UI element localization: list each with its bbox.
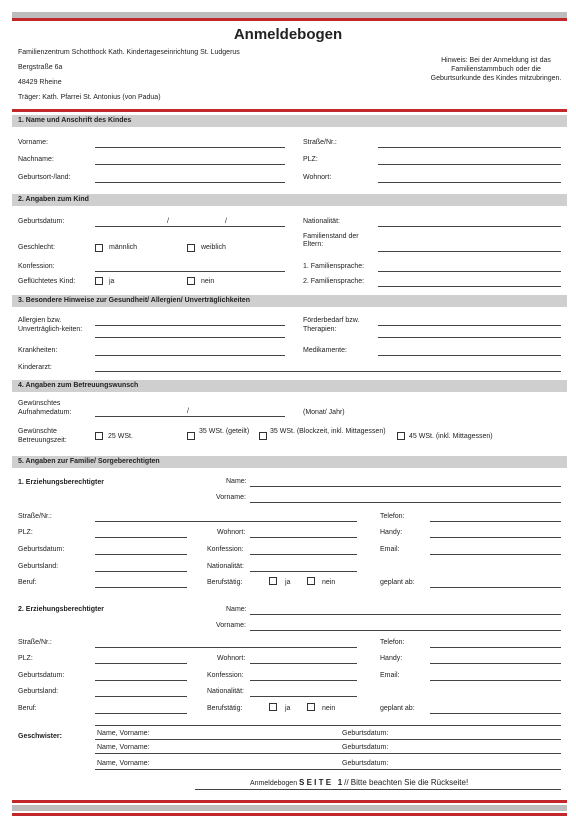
section-3-title: 3. Besondere Hinweise zur Gesundheit/ Allergien/ Unverträglichkeiten xyxy=(18,297,250,304)
label-geburtsort: Geburtsort-/land: xyxy=(18,174,71,181)
eb1-label-geburtsland: Geburtsland: xyxy=(18,563,59,570)
eb2-label-name: Name: xyxy=(226,606,247,613)
geschwister-1-line[interactable] xyxy=(95,739,561,740)
geschwister-1-label-name: Name, Vorname: xyxy=(97,730,150,737)
org-traeger: Träger: Kath. Pfarrei St. Antonius (von Padua) xyxy=(18,94,161,101)
eb1-label-wohnort: Wohnort: xyxy=(217,529,246,536)
org-street: Bergstraße 6a xyxy=(18,64,63,71)
eb1-label-vorname: Vorname: xyxy=(216,494,246,501)
eb1-field-geplant[interactable] xyxy=(430,587,561,588)
field-aufnahmedatum[interactable] xyxy=(95,416,285,417)
eb1-heading: 1. Erziehungsberechtigter xyxy=(18,479,104,486)
eb1-field-nationalitaet[interactable] xyxy=(250,571,357,572)
date-slash-2: / xyxy=(225,218,227,225)
section-2-header xyxy=(12,194,567,206)
eb2-label-telefon: Telefon: xyxy=(380,639,405,646)
label-strasse: Straße/Nr.: xyxy=(303,139,337,146)
eb2-field-vorname[interactable] xyxy=(250,630,561,631)
field-krankheiten[interactable] xyxy=(95,355,285,356)
field-vorname[interactable] xyxy=(95,147,285,148)
eb2-field-geplant[interactable] xyxy=(430,713,561,714)
eb2-field-wohnort[interactable] xyxy=(250,663,357,664)
eb1-label-handy: Handy: xyxy=(380,529,403,536)
eb2-label-plz: PLZ: xyxy=(18,655,33,662)
label-sprache2: 2. Familiensprache: xyxy=(303,278,365,285)
bottom-red-bar xyxy=(12,800,567,803)
header-red-bar xyxy=(12,109,567,112)
geschwister-3-label-gebdatum: Geburtsdatum: xyxy=(342,760,389,767)
label-kinderarzt: Kinderarzt: xyxy=(18,364,52,371)
checkbox-25wst[interactable] xyxy=(95,432,103,440)
label-35wst-geteilt: 35 WSt. (geteilt) xyxy=(199,428,250,435)
eb2-field-nationalitaet[interactable] xyxy=(250,696,357,697)
label-medikamente: Medikamente: xyxy=(303,347,347,354)
eb2-heading: 2. Erziehungsberechtigter xyxy=(18,606,104,613)
geschwister-2-line[interactable] xyxy=(95,753,561,754)
section-1-title: 1. Name und Anschrift des Kindes xyxy=(18,117,132,124)
eb2-field-plz[interactable] xyxy=(95,663,187,664)
checkbox-maennlich[interactable] xyxy=(95,244,103,252)
section-5-title: 5. Angaben zur Familie/ Sorgeberechtigten xyxy=(18,458,160,465)
label-ja: ja xyxy=(109,278,115,285)
eb2-field-name[interactable] xyxy=(250,614,561,615)
field-allergien-1[interactable] xyxy=(95,325,285,326)
label-geburtsdatum: Geburtsdatum: xyxy=(18,218,65,225)
eb2-label-geplant: geplant ab: xyxy=(380,705,415,712)
page-title: Anmeldebogen xyxy=(233,26,343,43)
label-familienstand: Familienstand der Eltern: xyxy=(303,233,359,248)
footer-seite: S E I T E 1 xyxy=(299,778,343,787)
eb2-label-ja: ja xyxy=(285,705,291,712)
geschwister-1-label-gebdatum: Geburtsdatum: xyxy=(342,730,389,737)
eb2-field-telefon[interactable] xyxy=(430,647,561,648)
checkbox-35wst-geteilt[interactable] xyxy=(187,432,195,440)
eb2-field-email[interactable] xyxy=(430,680,561,681)
eb1-field-email[interactable] xyxy=(430,554,561,555)
label-sprache1: 1. Familiensprache: xyxy=(303,263,365,270)
section-4-header xyxy=(12,380,567,392)
footer-suffix: // Bitte beachten Sie die Rückseite! xyxy=(344,778,469,787)
checkbox-45wst[interactable] xyxy=(397,432,405,440)
label-vorname: Vorname: xyxy=(18,139,48,146)
eb1-label-geburtsdatum: Geburtsdatum: xyxy=(18,546,65,553)
geschwister-top-line xyxy=(95,725,561,726)
eb2-label-konfession: Konfession: xyxy=(207,672,244,679)
eb2-label-email: Email: xyxy=(380,672,400,679)
field-geburtsdatum[interactable] xyxy=(95,226,285,227)
section-4-title: 4. Angaben zum Betreuungswunsch xyxy=(18,382,139,389)
field-medikamente[interactable] xyxy=(378,355,561,356)
field-kinderarzt[interactable] xyxy=(95,371,561,372)
geschwister-heading: Geschwister: xyxy=(18,733,62,740)
eb1-label-plz: PLZ: xyxy=(18,529,33,536)
label-nachname: Nachname: xyxy=(18,156,54,163)
eb1-field-handy[interactable] xyxy=(430,537,561,538)
label-35wst-block: 35 WSt. (Blockzeit, inkl. Mittagessen) xyxy=(270,428,386,435)
label-nein: nein xyxy=(201,278,215,285)
eb1-label-nationalitaet: Nationalität: xyxy=(207,563,244,570)
checkbox-weiblich[interactable] xyxy=(187,244,195,252)
eb2-label-nationalitaet: Nationalität: xyxy=(207,688,244,695)
eb1-label-beruf: Beruf: xyxy=(18,579,37,586)
eb1-label-ja: ja xyxy=(285,579,291,586)
eb1-field-telefon[interactable] xyxy=(430,521,561,522)
eb2-label-vorname: Vorname: xyxy=(216,622,246,629)
geschwister-2-label-gebdatum: Geburtsdatum: xyxy=(342,744,389,751)
eb2-label-geburtsland: Geburtsland: xyxy=(18,688,59,695)
eb1-label-geplant: geplant ab: xyxy=(380,579,415,586)
eb2-label-wohnort: Wohnort: xyxy=(217,655,246,662)
eb1-field-wohnort[interactable] xyxy=(250,537,357,538)
date-slash-1: / xyxy=(167,218,169,225)
checkbox-gefluechtet-nein[interactable] xyxy=(187,277,195,285)
geschwister-2-label-name: Name, Vorname: xyxy=(97,744,150,751)
org-line: Familienzentrum Schotthock Kath. Kindertageseinrichtung St. Ludgerus xyxy=(18,49,240,56)
field-nachname[interactable] xyxy=(95,164,285,165)
eb1-label-name: Name: xyxy=(226,478,247,485)
field-foerderbedarf-2[interactable] xyxy=(378,337,561,338)
field-strasse[interactable] xyxy=(378,147,561,148)
eb2-field-beruf[interactable] xyxy=(95,713,187,714)
hint-text: Hinweis: Bei der Anmeldung ist das Familienstammbuch oder die Geburtsurkunde des Kindes mitzubringen. xyxy=(430,57,562,82)
eb1-field-plz[interactable] xyxy=(95,537,187,538)
label-wohnort: Wohnort: xyxy=(303,174,332,181)
eb1-field-strasse[interactable] xyxy=(95,521,357,522)
label-gefluechtet: Geflüchtetes Kind: xyxy=(18,278,76,285)
eb1-label-nein: nein xyxy=(322,579,336,586)
label-aufnahmedatum: Gewünschtes Aufnahmedatum: xyxy=(18,400,72,416)
eb1-field-geburtsland[interactable] xyxy=(95,571,187,572)
field-konfession[interactable] xyxy=(95,271,285,272)
eb2-field-strasse[interactable] xyxy=(95,647,357,648)
eb2-checkbox-nein[interactable] xyxy=(307,703,315,711)
bottom-red-bar-2 xyxy=(12,813,567,816)
eb2-label-strasse: Straße/Nr.: xyxy=(18,639,52,646)
eb2-label-handy: Handy: xyxy=(380,655,403,662)
eb2-field-geburtsdatum[interactable] xyxy=(95,680,187,681)
field-geburtsort[interactable] xyxy=(95,182,285,183)
eb1-field-beruf[interactable] xyxy=(95,587,187,588)
top-red-bar xyxy=(12,18,567,21)
label-45wst: 45 WSt. (inkl. Mittagessen) xyxy=(409,433,493,440)
section-1-header xyxy=(12,115,567,127)
label-nationalitaet: Nationalität: xyxy=(303,218,340,225)
footer-text xyxy=(250,778,468,788)
eb2-field-handy[interactable] xyxy=(430,663,561,664)
field-plz[interactable] xyxy=(378,164,561,165)
label-weiblich: weiblich xyxy=(201,244,226,251)
field-sprache2[interactable] xyxy=(378,286,561,287)
eb1-label-telefon: Telefon: xyxy=(380,513,405,520)
label-betreuungszeit: Gewünschte Betreuungszeit: xyxy=(18,428,67,444)
eb1-field-name[interactable] xyxy=(250,486,561,487)
label-monat-jahr: (Monat/ Jahr) xyxy=(303,409,345,416)
field-nationalitaet[interactable] xyxy=(378,226,561,227)
label-krankheiten: Krankheiten: xyxy=(18,347,58,354)
field-familienstand[interactable] xyxy=(378,251,561,252)
field-allergien-2[interactable] xyxy=(95,337,285,338)
field-foerderbedarf-1[interactable] xyxy=(378,325,561,326)
eb1-checkbox-nein[interactable] xyxy=(307,577,315,585)
section-2-title: 2. Angaben zum Kind xyxy=(18,196,89,203)
footer-prefix: Anmeldebogen xyxy=(250,780,298,787)
eb1-field-geburtsdatum[interactable] xyxy=(95,554,187,555)
eb1-field-vorname[interactable] xyxy=(250,502,561,503)
eb1-label-berufstaetig: Berufstätig: xyxy=(207,579,243,586)
label-25wst: 25 WSt. xyxy=(108,433,133,440)
eb1-label-email: Email: xyxy=(380,546,400,553)
eb2-checkbox-ja[interactable] xyxy=(269,703,277,711)
checkbox-gefluechtet-ja[interactable] xyxy=(95,277,103,285)
eb2-field-konfession[interactable] xyxy=(250,680,357,681)
label-allergien: Allergien bzw. Unverträglich-keiten: xyxy=(18,317,83,333)
label-konfession: Konfession: xyxy=(18,263,55,270)
field-sprache1[interactable] xyxy=(378,271,561,272)
geschwister-3-line[interactable] xyxy=(95,769,561,770)
eb1-checkbox-ja[interactable] xyxy=(269,577,277,585)
label-maennlich: männlich xyxy=(109,244,138,251)
label-foerderbedarf: Förderbedarf bzw. Therapien: xyxy=(303,317,360,333)
eb2-field-geburtsland[interactable] xyxy=(95,696,187,697)
eb2-label-geburtsdatum: Geburtsdatum: xyxy=(18,672,65,679)
checkbox-35wst-block[interactable] xyxy=(259,432,267,440)
aufnahme-slash: / xyxy=(187,408,189,415)
field-wohnort[interactable] xyxy=(378,182,561,183)
bottom-grey-bar xyxy=(12,805,567,811)
label-geschlecht: Geschlecht: xyxy=(18,244,55,251)
footer-underline xyxy=(195,789,561,790)
org-city: 48429 Rheine xyxy=(18,79,62,86)
section-3-header xyxy=(12,295,567,307)
eb2-label-beruf: Beruf: xyxy=(18,705,37,712)
eb1-field-konfession[interactable] xyxy=(250,554,357,555)
eb1-label-strasse: Straße/Nr.: xyxy=(18,513,52,520)
eb2-label-nein: nein xyxy=(322,705,336,712)
label-plz: PLZ: xyxy=(303,156,318,163)
eb2-label-berufstaetig: Berufstätig: xyxy=(207,705,243,712)
geschwister-3-label-name: Name, Vorname: xyxy=(97,760,150,767)
section-5-header xyxy=(12,456,567,468)
eb1-label-konfession: Konfession: xyxy=(207,546,244,553)
